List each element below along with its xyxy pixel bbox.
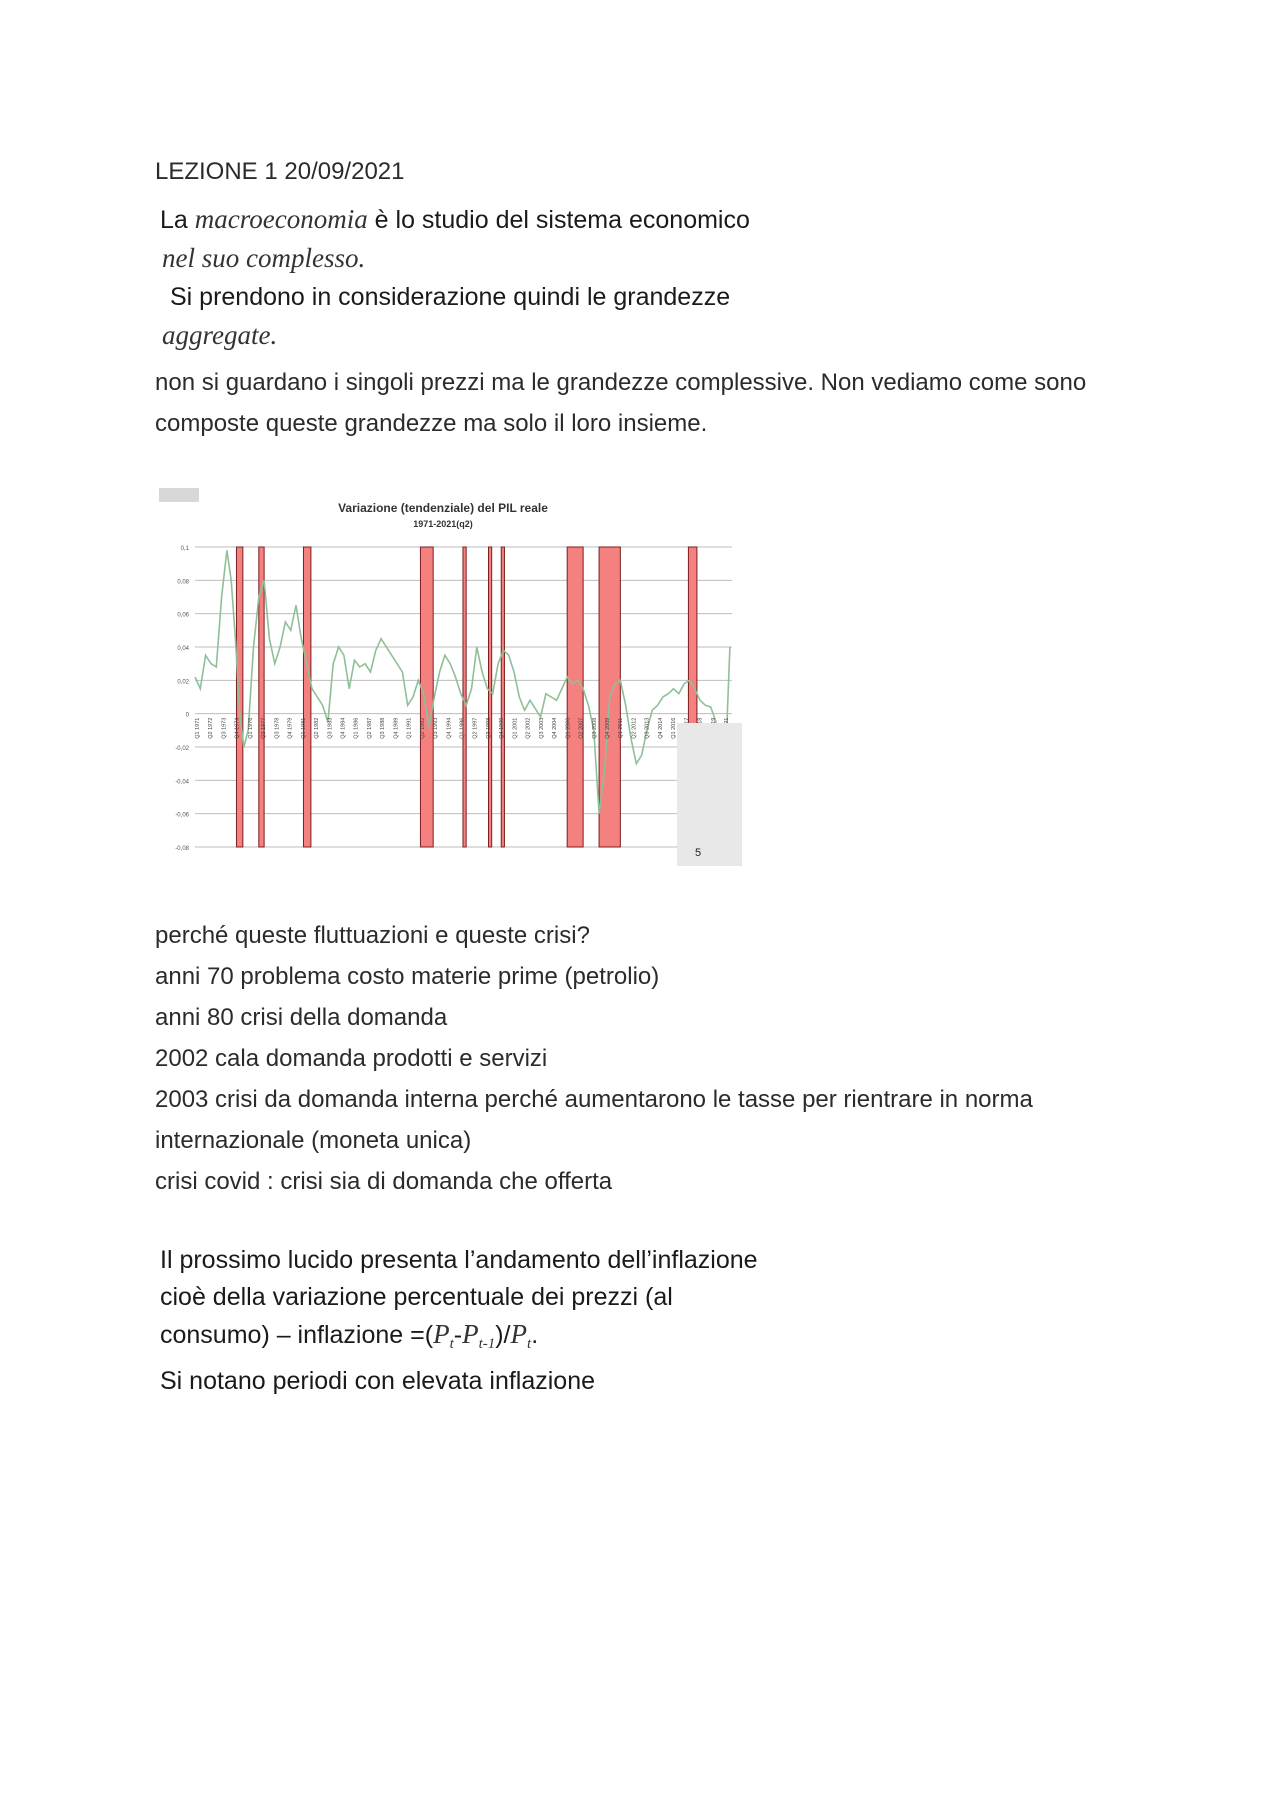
x-tick-label: Q2 2012 [631,717,638,739]
paragraph-crisi: perché queste fluttuazioni e queste crisi? anni 70 problema costo materie prime (petrolio) anni 80 crisi della domanda 2002 cala domanda prodotti e servizi 2003 crisi da domanda interna perché aumentarono le tasse per rientrare in norma internazionale (moneta unica) crisi covid : crisi sia di domanda che offerta [155,922,1033,1195]
x-tick-label: Q2 1977 [261,717,268,739]
x-tick-label: Q1 2006 [565,717,572,739]
y-tick-label: 0,04 [177,646,189,652]
x-tick-label: Q2 1992 [419,717,426,739]
x-tick-label: Q3 2008 [591,717,598,739]
x-tick-label: Q2 1982 [314,717,320,739]
x-tick-label: Q1 1971 [195,717,201,739]
gdp-chart [157,488,742,866]
y-tick-label: 0 [185,712,189,719]
x-tick-label: Q2 2007 [578,717,585,739]
y-tick-label: 0,1 [180,546,189,552]
chart-subtitle: 1971-2021(q2) [413,519,473,529]
crisis-band [420,547,433,847]
chart-title: Variazione (tendenziale) del PIL reale [338,501,548,515]
x-tick-label: Q3 1988 [380,717,387,739]
slide-line: aggregate. [162,320,278,350]
x-tick-label: Q3 1978 [274,717,281,739]
x-tick-label: Q4 1974 [234,717,241,739]
x-tick-label: Q3 1973 [221,717,228,739]
x-tick-label: Q3 2013 [644,717,651,739]
slide-excerpt-inflazione [160,1242,758,1400]
y-tick-label: -0,02 [175,746,189,752]
x-tick-label: Q1 1986 [353,717,360,739]
y-tick-label: 0,02 [177,679,189,686]
crisis-band [236,547,242,847]
paragraph-grandezze: non si guardano i singoli prezzi ma le grandezze complessive. Non vediamo come sono composte queste grandezze ma solo il loro insieme. [155,369,1087,437]
x-tick-label: Q2 2002 [525,717,532,739]
crisis-band [463,547,466,847]
slide-line: nel suo complesso. [162,243,366,273]
y-tick-label: 0,08 [177,579,189,586]
slide-line: La macroeconomia è lo studio del sistema economico [160,204,750,234]
x-tick-label: Q4 1984 [340,717,347,739]
x-tick-label: Q2 1972 [208,717,215,739]
y-tick-label: -0,08 [175,846,189,852]
slide-line: cioè della variazione percentuale dei prezzi (al [160,1283,673,1311]
y-tick-label: 0,06 [177,612,189,619]
slide-background-image [677,723,742,866]
x-tick-label: Q1 1976 [247,717,254,739]
x-tick-label: Q4 2014 [657,717,664,739]
x-tick-label: Q1 1981 [300,717,307,739]
y-tick-label: -0,06 [175,812,189,819]
x-tick-label: Q4 1989 [393,717,400,739]
x-tick-label: Q1 1996 [459,717,466,739]
x-tick-label: Q2 1997 [472,717,479,739]
x-tick-label: Q4 2004 [552,717,559,739]
slide-line: Si prendono in considerazione quindi le grandezze [170,283,731,311]
slide-excerpt-macroeconomia [160,200,750,355]
slide-number: 5 [695,847,702,859]
x-tick-label: Q1 2001 [512,717,519,739]
crisis-band [501,547,504,847]
x-tick-label: Q4 1999 [499,717,506,739]
crisis-band [567,547,583,847]
gdp-series-line [195,550,730,822]
crisis-band [300,547,310,847]
x-tick-label: Q4 1979 [287,717,294,739]
slide-line: Si notano periodi con elevata inflazione [160,1367,596,1395]
x-tick-label: Q3 1983 [327,717,334,739]
x-tick-label: Q3 2003 [538,717,545,739]
x-tick-label: Q1 2016 [671,717,678,739]
x-tick-label: Q1 2011 [618,717,625,739]
x-tick-label: Q1 1991 [406,717,413,739]
x-tick-label: Q3 1993 [433,717,440,739]
inflation-formula: consumo) – inflazione $=(P_t-P_{t-1})/P_t$. [160,1319,539,1352]
x-tick-label: Q4 2009 [605,717,611,739]
x-tick-label: Q3 1998 [485,717,492,739]
chart-svg [157,488,742,866]
slide-line: Il prossimo lucido presenta l’andamento dell’inflazione [160,1246,758,1274]
x-tick-label: Q4 1994 [446,717,453,739]
chart-corner-logo [159,488,199,502]
y-tick-label: -0,04 [175,779,189,786]
lesson-title: LEZIONE 1 20/09/2021 [155,158,405,185]
x-tick-label: Q2 1987 [366,717,373,739]
